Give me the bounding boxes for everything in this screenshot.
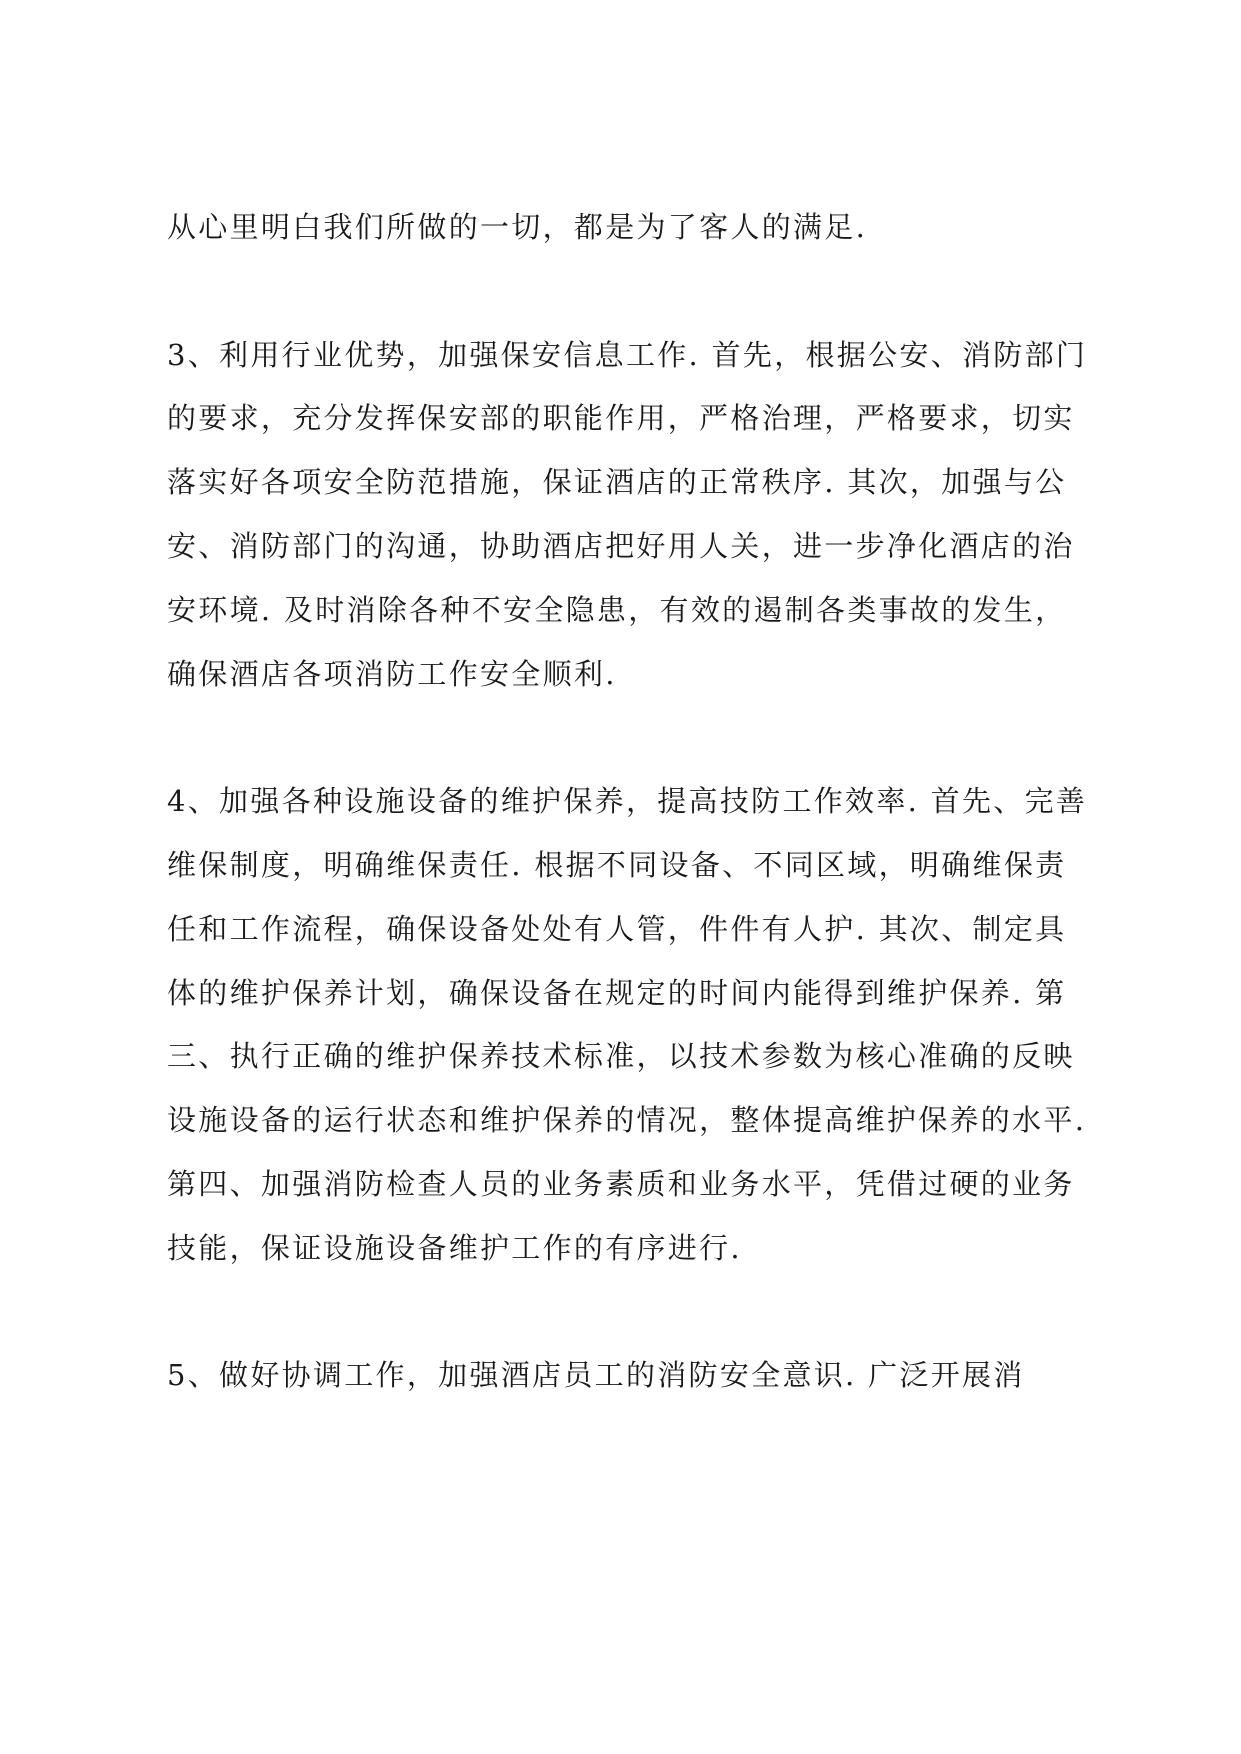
paragraph-item-4: 4、加强各种设施设备的维护保养，提高技防工作效率. 首先、完善维保制度，明确维保责任. 根据不同设备、不同区域，明确维保责任和工作流程，确保设备处处有人管，件件有人护. 其次、制定具体的维护保养计划，确保设备在规定的时间内能得到维护保养. 第三、执行正确的维护保养技术标准，以技术参数为核心准确的反映设施设备的运行状态和维护保养的情况，整体提高维护保养的水平. 第四、加强消防检查人员的业务素质和业务水平，凭借过硬的业务技能，保证设施设备维护工作的有序进行. [167,784,1088,1265]
paragraph-continuation: 从心里明白我们所做的一切，都是为了客人的满足. [167,210,868,244]
document-body [167,196,1097,1472]
paragraph-item-5: 5、做好协调工作，加强酒店员工的消防安全意识. 广泛开展消 [167,1358,1025,1393]
paragraph-item-3: 3、利用行业优势，加强保安信息工作. 首先，根据公安、消防部门的要求，充分发挥保安部的职能作用，严格治理，严格要求，切实落实好各项安全防范措施，保证酒店的正常秩序. 其次，加强与公安、消防部门的沟通，协助酒店把好用人关，进一步净化酒店的治安环境. 及时消除各种不安全隐患，有效的遏制各类事故的发生，确保酒店各项消防工作安全顺利. [167,337,1088,691]
